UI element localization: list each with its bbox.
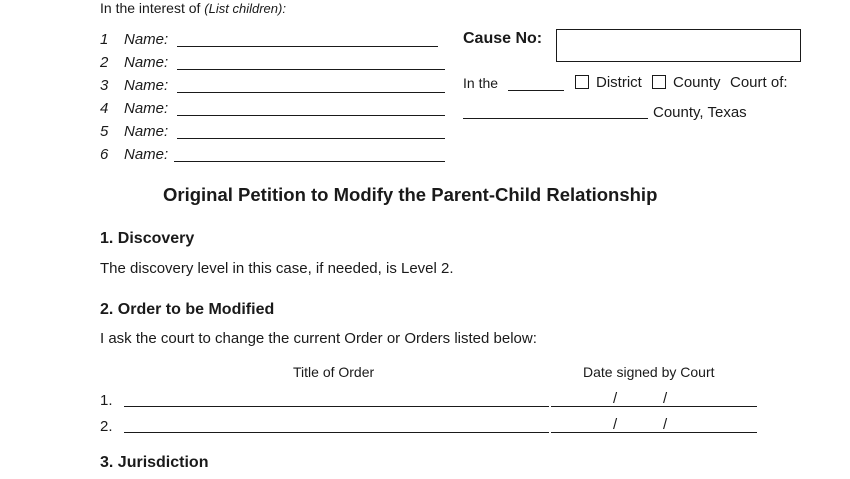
section-jurisdiction-heading: 3. Jurisdiction [100,454,209,471]
cause-label: Cause No: [463,30,543,47]
discovery-text: The discovery level in this case, if needed, is Level 2. [100,260,454,277]
county-name-field[interactable] [463,118,648,119]
interest-prefix: In the interest of [100,0,201,16]
order-title-field-1[interactable] [124,406,549,407]
interest-note: (List children): [204,1,286,16]
child-number: 4 [100,100,109,117]
child-name-label: Name: [124,31,169,48]
district-label: District [596,74,642,91]
child-name-field-6[interactable] [174,161,445,162]
child-number: 2 [100,54,109,71]
title-of-order-header: Title of Order [293,364,375,380]
district-checkbox[interactable] [575,75,589,89]
order-intro-text: I ask the court to change the current Order or Orders listed below: [100,330,537,347]
child-name-label: Name: [124,54,169,71]
cause-number-field[interactable] [556,29,801,62]
court-number-field[interactable] [508,90,564,91]
order-date-field-1[interactable] [551,406,757,407]
document-title: Original Petition to Modify the Parent-Child Relationship [163,184,658,205]
child-number: 5 [100,123,109,140]
child-name-field-5[interactable] [177,138,445,139]
child-number: 3 [100,77,109,94]
child-name-label: Name: [124,77,169,94]
child-name-label: Name: [124,146,169,163]
child-name-label: Name: [124,100,169,117]
date-signed-header: Date signed by Court [583,364,715,380]
child-name-field-2[interactable] [177,69,445,70]
order-row-number: 2. [100,418,113,435]
order-row-number: 1. [100,392,113,409]
date-slash: / [663,416,668,433]
in-the-label: In the [463,75,499,91]
date-slash: / [613,390,618,407]
child-number: 6 [100,146,109,163]
child-number: 1 [100,31,109,48]
interest-line [100,0,286,16]
child-name-field-4[interactable] [177,115,445,116]
order-title-field-2[interactable] [124,432,549,433]
child-name-field-1[interactable] [177,46,438,47]
county-option-label: County [673,74,721,91]
county-checkbox[interactable] [652,75,666,89]
section-discovery-heading: 1. Discovery [100,230,195,247]
date-slash: / [613,416,618,433]
order-date-field-2[interactable] [551,432,757,433]
county-texas-label: County, Texas [653,104,747,121]
child-name-label: Name: [124,123,169,140]
child-name-field-3[interactable] [177,92,445,93]
date-slash: / [663,390,668,407]
court-of-label: Court of: [730,74,788,91]
section-order-heading: 2. Order to be Modified [100,301,275,318]
